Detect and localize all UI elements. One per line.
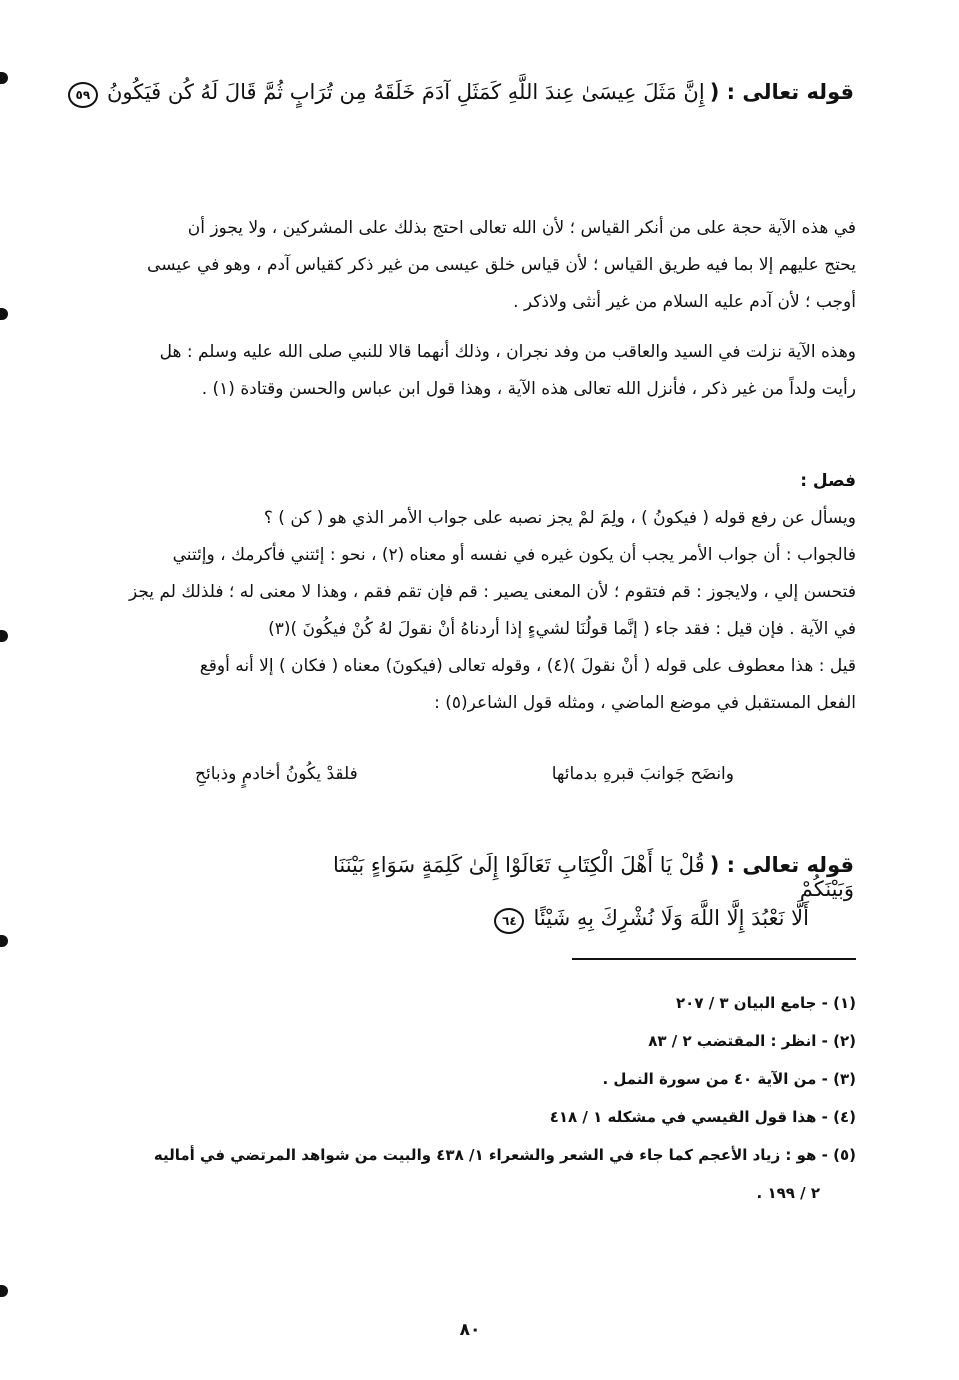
paragraph-line: فتحسن إلي ، ولايجوز : قم فتقوم ؛ لأن المعنى يصير : قم فإن تقم فقم ، وهذا لا معنى له ؛ فلذلك لم يجز: [128, 582, 856, 602]
paragraph-line: ويسأل عن رفع قوله ( فيكونُ ) ، ولِمَ لمْ يجز نصبه على جواب الأمر الذي هو ( كن ) ؟: [263, 508, 856, 528]
paragraph-line: فالجواب : أن جواب الأمر يجب أن يكون غيره في نفسه أو معناه (٢) ، نحو : إئتني فأكرمك ، وإئتني: [172, 545, 856, 565]
footnote: (٢) - انظر : المقتضب ٢ / ٨٣: [648, 1032, 856, 1050]
binding-mark: [0, 1285, 8, 1297]
paragraph-line: يحتج عليهم إلا بما فيه طريق القياس ؛ لأن قياس خلق عيسى من غير ذكر كقياس آدم ، وهو في عيسى: [147, 255, 856, 275]
binding-mark: [0, 308, 8, 320]
fasl-section: [55, 463, 856, 722]
footnote: (٣) - من الآية ٤٠ من سورة النمل .: [602, 1070, 856, 1088]
verse-intro: قوله تعالى : (: [709, 80, 854, 104]
quran-verse-64: [300, 853, 854, 901]
verse-hemistich-second: فلقدْ يكُونُ أخادمٍ وذبائحِ: [195, 764, 358, 784]
paragraph-line: وهذه الآية نزلت في السيد والعاقب من وفد نجران ، وذلك أنهما قالا للنبي صلى الله عليه وسلم : هل: [159, 342, 856, 362]
binding-mark: [0, 630, 8, 642]
poetry-verse: [195, 764, 734, 798]
verse-hemistich-first: وانضَح جَوانبَ قبرهِ بدمائها: [551, 764, 734, 784]
commentary-paragraph-2: [55, 334, 856, 408]
paragraph-line: في هذه الآية حجة على من أنكر القياس ؛ لأن الله تعالى احتج بذلك على المشركين ، ولا يجوز أن: [187, 218, 856, 238]
footnote: (١) - جامع البيان ٣ / ٢٠٧: [676, 994, 856, 1012]
paragraph-line: رأيت ولداً من غير ذكر ، فأنزل الله تعالى هذه الآية ، وهذا قول ابن عباس والحسن وقتادة (١) .: [201, 379, 856, 399]
footnote: (٤) - هذا قول القيسي في مشكله ١ / ٤١٨: [549, 1108, 856, 1126]
paragraph-line: الفعل المستقبل في موضع الماضي ، ومثله قول الشاعر(٥) :: [434, 693, 856, 713]
binding-mark: [0, 72, 8, 84]
page-number: ٨٠: [459, 1320, 481, 1340]
verse-text: إِنَّ مَثَلَ عِيسَىٰ عِندَ اللَّهِ كَمَثَلِ آدَمَ خَلَقَهُ مِن تُرَابٍ ثُمَّ قَالَ لَهُ كُن فَيَكُونُ: [106, 80, 705, 104]
verse-number-marker: ٦٤: [494, 908, 524, 934]
paragraph-line: أوجب ؛ لأن آدم عليه السلام من غير أنثى ولاذكر .: [513, 292, 856, 312]
paragraph-line: في الآية . فإن قيل : فقد جاء ( إنَّما قولُنَا لشيءٍ إذا أردناهُ أنْ نقولَ لهُ كُنْ فيكُونَ )(٣): [268, 619, 856, 639]
verse-number-marker: ٥٩: [68, 82, 98, 108]
verse-text-line-1: قُلْ يَا أَهْلَ الْكِتَابِ تَعَالَوْا إِلَىٰ كَلِمَةٍ سَوَاءٍ بَيْنَنَا وَبَيْنَكُمْ: [332, 853, 854, 901]
verse-text-line-2: أَلَّا نَعْبُدَ إِلَّا اللَّهَ وَلَا نُشْرِكَ بِهِ شَيْئًا: [533, 906, 809, 930]
verse-intro: قوله تعالى : (: [709, 853, 854, 877]
paragraph-line: قيل : هذا معطوف على قوله ( أنْ نقولَ )(٤) ، وقوله تعالى (فيكونَ) معناه ( فكان ) إلا أنه أوقع: [199, 656, 856, 676]
footnote-divider: [572, 958, 856, 960]
quran-verse-64-continued: [300, 906, 809, 934]
binding-mark: [0, 935, 8, 947]
quran-verse-59: [60, 80, 854, 108]
footnote: (٥) - هو : زياد الأعجم كما جاء في الشعر والشعراء ١/ ٤٣٨ والبيت من شواهد المرتضي في أماليه: [153, 1146, 856, 1164]
section-heading: فصل :: [800, 471, 856, 491]
footnotes: [110, 984, 856, 1212]
commentary-paragraph-1: [55, 210, 856, 321]
footnote-continuation: ٢ / ١٩٩ .: [756, 1184, 820, 1202]
